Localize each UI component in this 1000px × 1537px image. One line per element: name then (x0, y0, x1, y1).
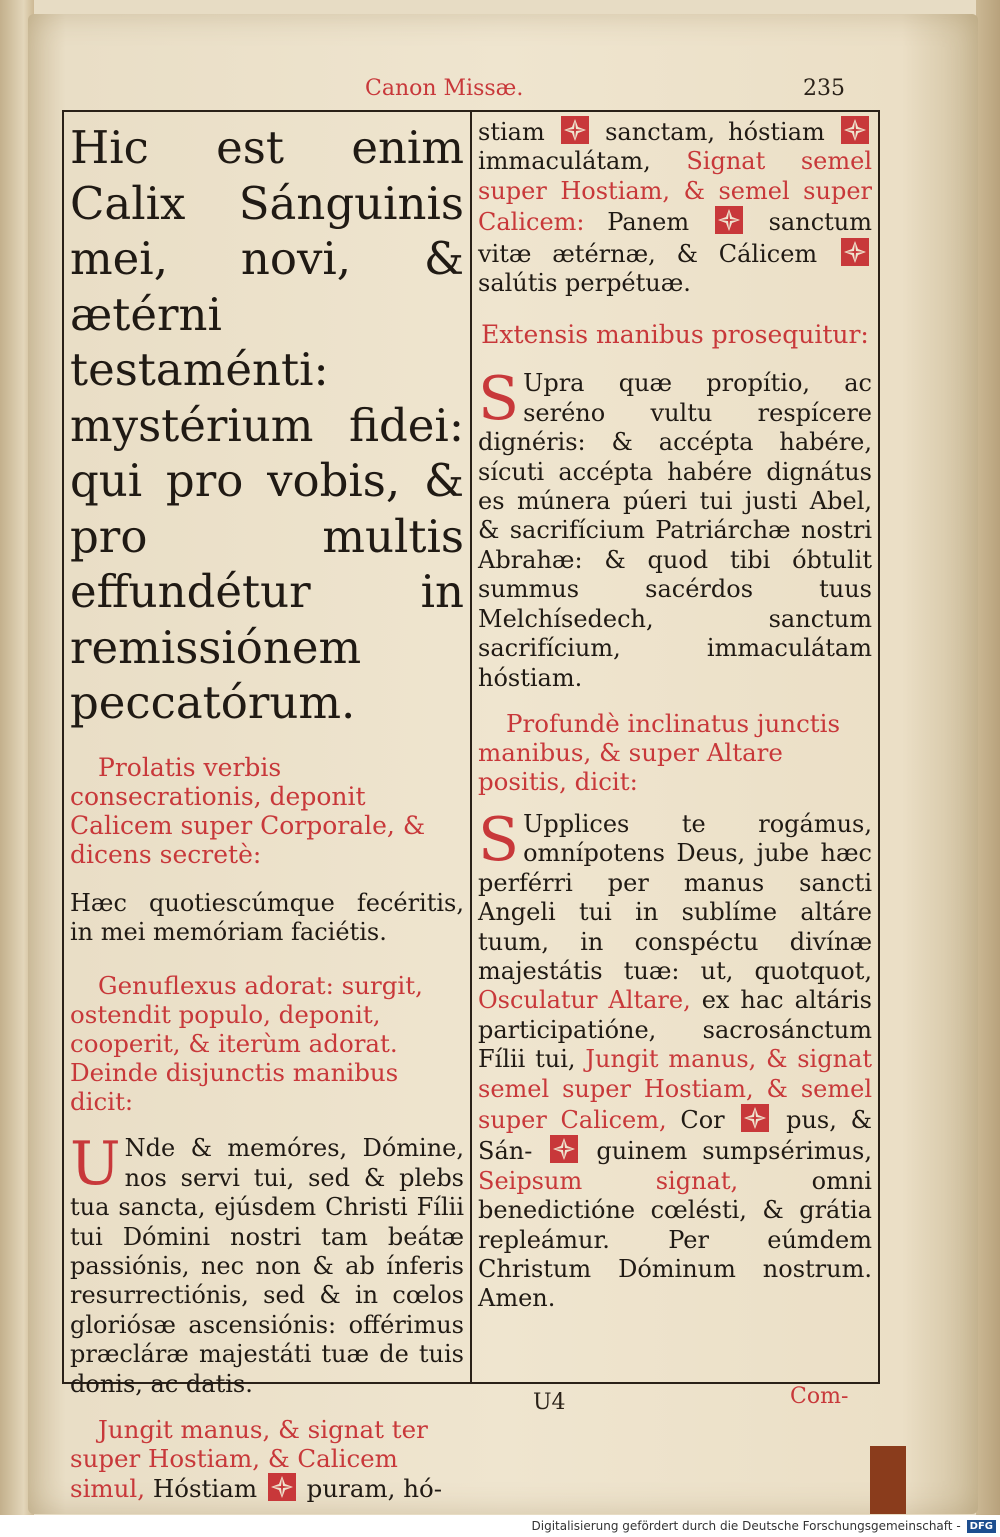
cross-icon (268, 1473, 296, 1501)
prayer-unde-text: Nde & memóres, Dómine, nos servi tui, sed & plebs tua sancta, ejúsdem Christi Fílii tui Dómini nostri tam beátæ passiónis, nec non & ab ínferis resurrectiónis, sed & in cœlos gloriósæ ascensiónis: offérimus præcláræ majestáti tuæ de tuis donis, ac datis. (70, 1134, 464, 1398)
rubric-signat-semel: Signat semel super Hostiam, & semel super Calicem: (478, 147, 872, 237)
guinem-phrase: guinem sumpsérimus, (596, 1137, 872, 1166)
page-number: 235 (803, 76, 845, 101)
cross-icon (561, 116, 589, 144)
prayer-supplices-text: Upplices te rogámus, omnípotens Deus, jube hæc perférri per manus sancti Angeli tui in sublíme altáre tuum, in conspéctu divínæ majestátis tuæ: ut, quotquot, (478, 809, 872, 985)
sanctum-phrase: sanctum vitæ ætérnæ, & Cálicem (478, 208, 872, 268)
prayer-supplices (478, 804, 872, 1314)
paragraph-hostiam (478, 116, 872, 298)
consecration-text: Hic est enim Calix Sánguinis mei, novi, & ætérni testaménti: mystérium fidei: qui pro vobis, & pro multis effundétur in remissiónem peccatórum. (70, 121, 464, 729)
right-column (478, 116, 872, 1314)
cor-word: Cor (680, 1105, 725, 1134)
cross-icon (841, 238, 869, 266)
rubric-extensis: Extensis manibus prosequitur: (481, 320, 869, 350)
cross-icon (841, 116, 869, 144)
rubric-genuflexus: Genuflexus adorat: surgit, ostendit populo, deponit, cooperit, & iterùm adorat. Deinde disjunctis manibus dicit: (70, 971, 423, 1117)
panem-word: Panem (607, 208, 690, 237)
puram-word: puram, hó- (306, 1473, 443, 1503)
rubric-prolatis: Prolatis verbis consecrationis, deponit Calicem super Corporale, & dicens secretè: (70, 752, 426, 869)
page-tab-marker (870, 1446, 906, 1514)
credit-text: Digitalisierung gefördert durch die Deutsche Forschungsgemeinschaft - (531, 1519, 961, 1533)
prayer-unde (70, 1129, 464, 1399)
stiam-word: stiam (478, 118, 545, 146)
cross-icon (741, 1104, 769, 1132)
hostiam-word: Hóstiam (152, 1473, 258, 1503)
rubric-osculatur: Osculatur Altare, (478, 986, 691, 1015)
rubric-jungit-ter-text: Jungit manus, & signat ter super Hostiam, & Calicem simul, (70, 1414, 428, 1503)
sanctam-phrase: sanctam, hóstiam (605, 118, 825, 146)
left-column (70, 120, 464, 1503)
text-final: omni benedictióne cœlésti, & grátia repleámur. Per eúmdem Christum Dóminum nostrum. Amen. (478, 1166, 872, 1313)
immaculatam-word: immaculátam, (478, 147, 651, 176)
signature-mark: U4 (533, 1390, 566, 1415)
prayer-supra (478, 364, 872, 692)
running-title: Canon Missæ. (365, 76, 524, 101)
pus-word: pus, & Sán- (478, 1105, 872, 1166)
dfg-logo-icon: DFG (967, 1520, 996, 1533)
column-rule (470, 110, 472, 1384)
text-ex-hac: ex hac altáris participatióne, sacrosánctum Fílii tui, (478, 986, 872, 1074)
rubric-seipsum: Seipsum signat, (478, 1166, 739, 1195)
drop-cap-s: S (478, 364, 520, 435)
catchword: Com- (790, 1384, 849, 1409)
cross-icon (715, 206, 743, 234)
text-haec: Hæc quotiescúmque fecéritis, in mei memóriam faciétis. (70, 888, 464, 946)
drop-cap-u: U (70, 1129, 121, 1200)
rubric-jungit-ter (70, 1415, 464, 1503)
right-book-edge (976, 0, 1000, 1537)
drop-cap-s: S (478, 804, 520, 875)
cross-icon (550, 1135, 578, 1163)
rubric-jungit-semel: Jungit manus, & signat semel super Hostiam, & semel super Calicem, (478, 1045, 872, 1134)
prayer-supra-text: Upra quæ propítio, ac seréno vultu respícere dignéris: & accépta habére, sícuti accépta habére dignátus es múnera púeri tui justi Abel, & sacrifícium Patriárchæ nostri Abrahæ: & quod tibi óbtulit summus sacérdos tuus Melchísedech, sanctum sacrifícium, immaculátam hóstiam. (478, 369, 872, 692)
digitization-footer (0, 1515, 1000, 1537)
rubric-profunde: Profundè inclinatus junctis manibus, & super Altare positis, dicit: (478, 708, 841, 796)
salutis-phrase: salútis perpétuæ. (478, 269, 691, 298)
page-header (0, 76, 1000, 106)
